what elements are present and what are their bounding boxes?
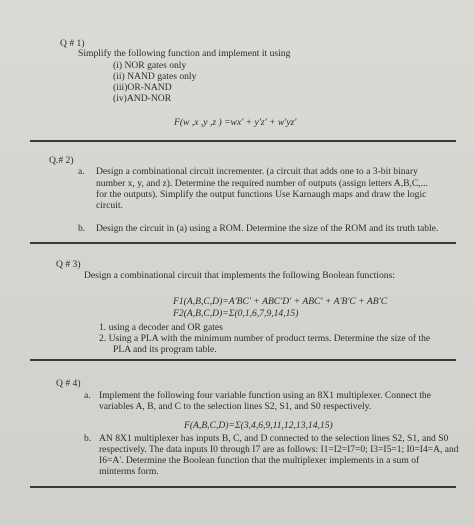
q1-prompt: Simplify the following function and implement it using <box>78 48 291 59</box>
q3-prompt: Design a combinational circuit that implements the following Boolean functions: <box>84 270 395 281</box>
q3-function-f1: F1(A,B,C,D)=A'BC' + ABC'D' + ABC' + A'B'C + AB'C <box>173 296 388 307</box>
q4-function: F(A,B,C,D)=Σ(3,4,6,9,11,12,13,14,15) <box>184 420 333 431</box>
q4-part-a-line-1: Implement the following four variable function using an 8X1 multiplexer. Connect the <box>99 390 431 401</box>
section-divider-3 <box>30 359 456 361</box>
q2-part-a-line-4: circuit. <box>96 200 123 211</box>
section-divider-1 <box>30 140 456 142</box>
q1-option-3: (iii)OR-NAND <box>113 82 172 93</box>
q2-part-b-label: b. <box>78 223 86 234</box>
q4-part-a-label: a. <box>84 390 91 401</box>
q4-part-a-line-2: variables A, B, and C to the selection lines S2, S1, and S0 respectively. <box>99 401 372 412</box>
q2-part-a-label: a. <box>78 166 85 177</box>
q2-part-a-line-3: for the outputs). Simplify the output functions Use Karnaugh maps and draw the logic <box>96 189 427 200</box>
q1-function: F(w ,x ,y ,z ) =wx' + y'z' + w'yz' <box>174 117 297 128</box>
q2-part-b-text: Design the circuit in (a) using a ROM. Determine the size of the ROM and its truth table. <box>96 223 439 234</box>
q2-part-a-line-1: Design a combinational circuit incrementer. (a circuit that adds one to a 3-bit binary <box>96 166 418 177</box>
q4-heading: Q # 4) <box>56 378 81 389</box>
q4-part-b-line-4: minterms form. <box>99 466 159 477</box>
q1-heading: Q # 1) <box>60 38 85 49</box>
q4-part-b-label: b. <box>84 433 92 444</box>
q3-function-f2: F2(A,B,C,D)=Σ(0,1,6,7,9,14,15) <box>173 308 299 319</box>
section-divider-4 <box>30 486 456 488</box>
q2-heading: Q.# 2) <box>49 155 74 166</box>
q3-heading: Q # 3) <box>56 259 81 270</box>
q2-part-a-line-2: number x, y, and z). Determine the required number of outputs (assign letters A,B,C,... <box>96 178 428 189</box>
q4-part-b-line-1: AN 8X1 multiplexer has inputs B, C, and D connected to the selection lines S2, S1, and S0 <box>99 433 449 444</box>
q3-item-2-cont: PLA and its program table. <box>113 344 217 355</box>
q3-item-1: 1. using a decoder and OR gates <box>99 322 223 333</box>
q4-part-b-line-2: respectively. The data inputs I0 through I7 are as follows: I1=I2=I7=0; I3=I5=1; I0=I4=A, and <box>99 444 459 455</box>
q3-item-2: 2. Using a PLA with the minimum number of product terms. Determine the size of the <box>99 333 431 344</box>
q1-option-2: (ii) NAND gates only <box>113 71 197 82</box>
q1-option-1: (i) NOR gates only <box>113 60 187 71</box>
q4-part-b-line-3: I6=A'. Determine the Boolean function that the multiplexer implements in a sum of <box>99 455 420 466</box>
section-divider-2 <box>30 242 456 244</box>
q1-option-4: (iv)AND-NOR <box>113 93 172 104</box>
